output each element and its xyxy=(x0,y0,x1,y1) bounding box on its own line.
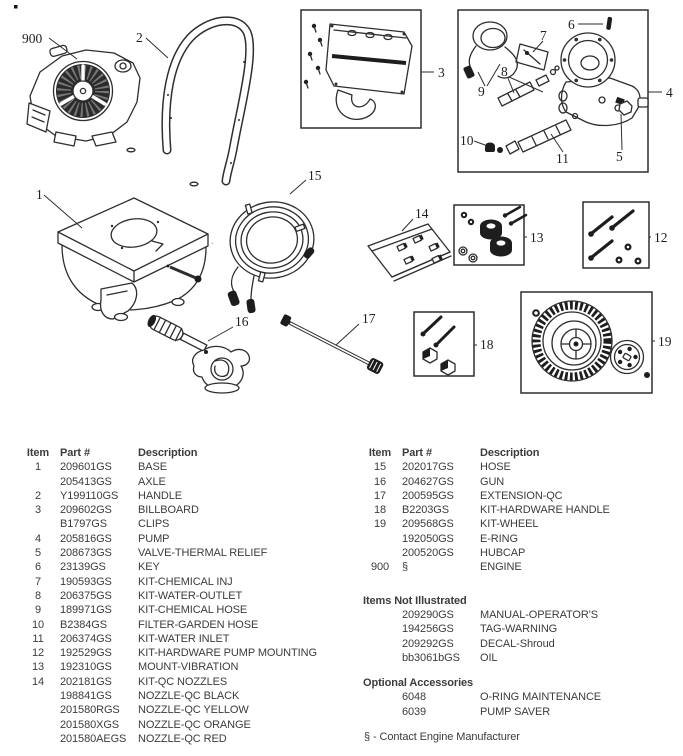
table-row xyxy=(358,690,601,704)
part-description: VALVE-THERMAL RELIEF xyxy=(138,547,268,560)
part-number: 208673GS xyxy=(60,547,112,560)
part-number: 209601GS xyxy=(60,461,112,474)
part-description: HANDLE xyxy=(138,489,183,502)
part-description: KIT-HARDWARE PUMP MOUNTING xyxy=(138,647,317,660)
callout-handle-hardware: 18 xyxy=(480,337,494,352)
table-row xyxy=(16,460,317,474)
callout-extension: 17 xyxy=(362,311,376,326)
item-number xyxy=(16,703,60,717)
table-row xyxy=(16,603,317,617)
table-row xyxy=(16,517,317,531)
handle-drawing xyxy=(166,21,250,181)
item-number: 2 xyxy=(34,489,42,502)
item-number xyxy=(358,546,402,560)
part-number: 209568GS xyxy=(402,518,454,531)
part-description: BASE xyxy=(138,461,167,474)
callout-valve-thermal: 5 xyxy=(616,149,623,164)
table-row xyxy=(16,589,317,603)
table-row xyxy=(16,475,317,489)
item-number: 17 xyxy=(373,489,387,502)
column-header-description: Description xyxy=(480,447,540,459)
part-number: 198841GS xyxy=(60,690,112,703)
callout-chemical-inj: 7 xyxy=(540,28,547,43)
callout-filter: 10 xyxy=(460,133,474,148)
item-number xyxy=(16,718,60,732)
item-number: 10 xyxy=(31,618,45,631)
part-description: MANUAL-OPERATOR'S xyxy=(480,608,598,621)
item-number: 900 xyxy=(370,561,390,574)
handle-hardware-box xyxy=(414,312,474,376)
column-header-part: Part # xyxy=(60,447,90,459)
item-number: 5 xyxy=(34,547,42,560)
table-row xyxy=(16,660,317,674)
part-number: B2384GS xyxy=(60,618,108,631)
part-description: O-RING MAINTENANCE xyxy=(480,691,602,704)
base-drawing xyxy=(58,148,212,320)
table-row xyxy=(16,618,317,632)
items-not-illustrated-title: Items Not Illustrated xyxy=(363,594,467,607)
part-number: 189971GS xyxy=(60,604,112,617)
callout-billboard: 3 xyxy=(438,65,445,80)
table-row xyxy=(358,608,598,622)
table-row xyxy=(16,575,317,589)
part-description: HOSE xyxy=(480,461,511,474)
vibration-mount-box xyxy=(454,205,526,265)
part-description: PUMP xyxy=(138,532,170,545)
part-description: AXLE xyxy=(138,475,166,488)
table-header-row xyxy=(16,446,317,460)
part-description: PUMP SAVER xyxy=(480,705,551,718)
item-number: 3 xyxy=(34,504,42,517)
item-number: 19 xyxy=(373,518,387,531)
column-header-description: Description xyxy=(138,447,198,459)
part-number: 209290GS xyxy=(402,608,454,621)
callout-hose: 15 xyxy=(308,168,322,183)
callout-chemical-hose: 9 xyxy=(478,84,485,99)
nozzle-kit-drawing xyxy=(368,224,451,281)
table-row xyxy=(358,532,610,546)
part-description: KIT-QC NOZZLES xyxy=(138,675,228,688)
part-description: GUN xyxy=(480,475,505,488)
table-row xyxy=(358,503,610,517)
part-number: 190593GS xyxy=(60,575,112,588)
item-number: 12 xyxy=(31,647,45,660)
column-header-item: Item xyxy=(368,447,392,459)
item-number: 18 xyxy=(373,504,387,517)
item-number: 15 xyxy=(373,461,387,474)
item-number: 7 xyxy=(34,575,42,588)
callout-base: 1 xyxy=(36,187,43,202)
part-number: 201580RGS xyxy=(60,704,120,717)
table-row xyxy=(16,703,317,717)
item-number xyxy=(16,732,60,746)
pump-hardware-box xyxy=(583,202,649,268)
part-number: 206374GS xyxy=(60,632,112,645)
table-row xyxy=(16,689,317,703)
table-row xyxy=(16,646,317,660)
part-number: 202017GS xyxy=(402,461,454,474)
part-description: TAG-WARNING xyxy=(480,623,558,636)
parts-table-right-column xyxy=(358,446,680,744)
pump-box xyxy=(458,10,648,172)
part-number: 206375GS xyxy=(60,589,112,602)
part-description: CLIPS xyxy=(138,518,170,531)
callout-water-outlet: 8 xyxy=(501,64,508,79)
table-row xyxy=(358,622,598,636)
part-description: EXTENSION-QC xyxy=(480,489,563,502)
part-description: KIT-HARDWARE HANDLE xyxy=(480,504,610,517)
item-number: 14 xyxy=(31,675,45,688)
table-row xyxy=(358,560,610,574)
item-number: 1 xyxy=(34,461,42,474)
part-number: 192529GS xyxy=(60,647,112,660)
part-description: KIT-WATER INLET xyxy=(138,632,230,645)
items-not-illustrated-table xyxy=(358,608,598,665)
part-number: bb3061bGS xyxy=(402,651,460,664)
part-number: B1797GS xyxy=(60,518,108,531)
table-row xyxy=(16,675,317,689)
part-number: 192310GS xyxy=(60,661,112,674)
parts-table-right xyxy=(358,446,610,575)
part-description: E-RING xyxy=(480,532,518,545)
part-number: 200595GS xyxy=(402,489,454,502)
part-description: KIT-WHEEL xyxy=(480,518,539,531)
table-row xyxy=(358,489,610,503)
part-number: Y199110GS xyxy=(60,489,119,502)
gun-drawing xyxy=(145,313,249,393)
item-number xyxy=(16,517,60,531)
part-number: 192050GS xyxy=(402,532,454,545)
table-header-row xyxy=(358,446,610,460)
table-row xyxy=(16,532,317,546)
table-row xyxy=(16,718,317,732)
part-description: DECAL-Shroud xyxy=(480,637,555,650)
part-number: 6039 xyxy=(402,705,427,718)
optional-accessories-title: Optional Accessories xyxy=(363,677,474,690)
table-row xyxy=(358,517,610,531)
part-description: KIT-CHEMICAL INJ xyxy=(138,575,233,588)
table-row xyxy=(16,632,317,646)
part-description: KEY xyxy=(138,561,160,574)
part-number: 23139GS xyxy=(60,561,106,574)
part-description: ENGINE xyxy=(480,561,522,574)
part-description: NOZZLE-QC ORANGE xyxy=(138,718,251,731)
callout-engine: 900 xyxy=(22,31,43,46)
screw-icons xyxy=(304,24,322,88)
item-number xyxy=(358,690,402,704)
callout-key: 6 xyxy=(568,17,575,32)
table-row xyxy=(16,546,317,560)
callout-vibration-mount: 13 xyxy=(530,230,544,245)
part-number: 201580XGS xyxy=(60,718,120,731)
optional-accessories-table xyxy=(358,690,601,719)
item-number: 4 xyxy=(34,532,42,545)
hose-drawing xyxy=(224,195,320,284)
parts-table-left xyxy=(16,446,317,746)
item-number: 16 xyxy=(373,475,387,488)
item-number xyxy=(358,637,402,651)
part-description: FILTER-GARDEN HOSE xyxy=(138,618,259,631)
item-number: 6 xyxy=(34,561,42,574)
part-number: 6048 xyxy=(402,691,427,704)
item-number xyxy=(16,689,60,703)
table-row xyxy=(358,637,598,651)
callout-gun: 16 xyxy=(235,314,249,329)
item-number: 13 xyxy=(31,661,45,674)
table-row xyxy=(16,560,317,574)
callout-wheel: 19 xyxy=(658,334,672,349)
part-number: B2203GS xyxy=(402,504,450,517)
column-header-item: Item xyxy=(26,447,50,459)
page-corner-mark xyxy=(14,5,18,9)
part-description: OIL xyxy=(480,651,498,664)
item-number xyxy=(358,608,402,622)
item-number: 8 xyxy=(34,589,42,602)
item-number: 11 xyxy=(32,632,44,645)
table-row xyxy=(358,460,610,474)
item-number xyxy=(358,622,402,636)
part-description: KIT-CHEMICAL HOSE xyxy=(138,604,248,617)
table-row xyxy=(358,705,601,719)
table-row xyxy=(358,546,610,560)
part-number: 204627GS xyxy=(402,475,454,488)
part-description: HUBCAP xyxy=(480,547,526,560)
table-row xyxy=(358,651,598,665)
table-row xyxy=(16,503,317,517)
callout-pump-hardware: 12 xyxy=(654,230,668,245)
part-number: 201580AEGS xyxy=(60,732,127,745)
part-description: NOZZLE-QC RED xyxy=(138,732,227,745)
part-number: § xyxy=(402,561,409,574)
item-number xyxy=(358,532,402,546)
part-description: BILLBOARD xyxy=(138,504,199,517)
item-number xyxy=(16,475,60,489)
table-row xyxy=(358,475,610,489)
part-number: 205413GS xyxy=(60,475,112,488)
callout-handle: 2 xyxy=(136,30,143,45)
part-description: NOZZLE-QC YELLOW xyxy=(138,704,249,717)
wheel-box xyxy=(521,292,652,393)
item-number: 9 xyxy=(34,604,42,617)
part-description: KIT-WATER-OUTLET xyxy=(138,589,243,602)
parts-table-left-column xyxy=(16,446,346,746)
column-header-part: Part # xyxy=(402,447,432,459)
callout-pump: 4 xyxy=(666,85,673,100)
part-number: 202181GS xyxy=(60,675,112,688)
part-number: 209292GS xyxy=(402,637,454,650)
part-description: NOZZLE-QC BLACK xyxy=(138,690,240,703)
part-number: 209602GS xyxy=(60,504,112,517)
engine-drawing xyxy=(27,45,140,146)
part-number: 194256GS xyxy=(402,623,454,636)
billboard-box xyxy=(301,10,421,128)
item-number xyxy=(358,651,402,665)
item-number xyxy=(358,705,402,719)
part-description: MOUNT-VIBRATION xyxy=(138,661,239,674)
table-row xyxy=(16,489,317,503)
part-number: 205816GS xyxy=(60,532,112,545)
engine-footnote: § - Contact Engine Manufacturer xyxy=(364,731,520,744)
callout-qc-nozzles: 14 xyxy=(415,206,429,221)
callout-water-inlet: 11 xyxy=(556,151,569,166)
part-number: 200520GS xyxy=(402,547,454,560)
table-row xyxy=(16,732,317,746)
